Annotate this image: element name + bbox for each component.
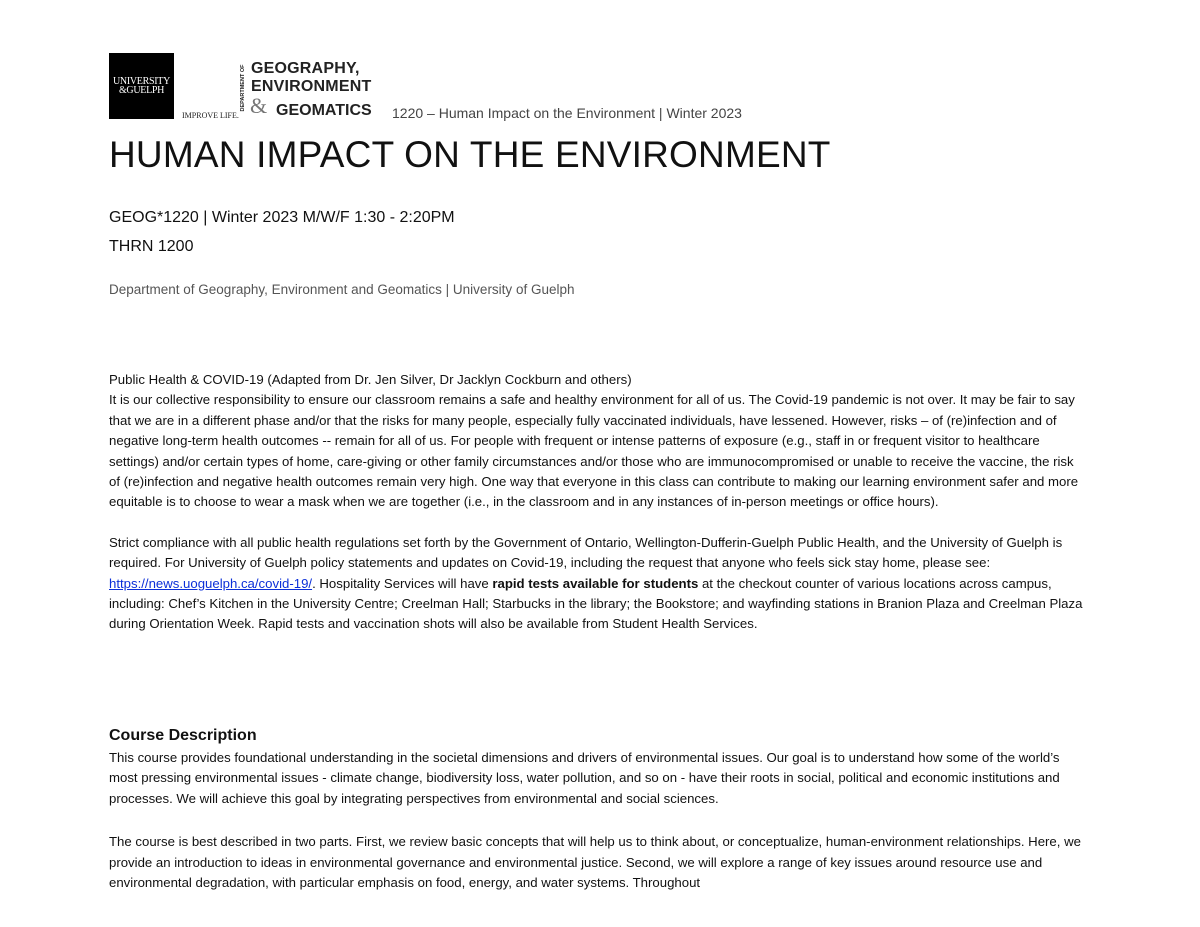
covid-paragraph-2-text-mid: . Hospitality Services will have	[312, 575, 493, 591]
course-description-paragraph-1: This course provides foundational understanding in the societal dimensions and drivers of environmental issues. Our goal is to understand how some of the world’s most pressing environmental issues - climate change, biodiversity loss, water pollution, and so on - have their roots in social, political and economic institutions and processes. We will achieve this goal by integrating perspectives from environmental and social sciences.	[109, 750, 1060, 806]
department-line: Department of Geography, Environment and Geomatics | University of Guelph	[109, 282, 575, 297]
geography-department-logo	[250, 60, 372, 119]
dept-logo-ampersand: &	[250, 93, 268, 118]
course-description-section	[109, 748, 1084, 893]
logo-text-guelph: &GUELPH	[118, 85, 165, 96]
course-description-heading: Course Description	[109, 727, 257, 744]
covid-paragraph-1: It is our collective responsibility to ensure our classroom remains a safe and healthy environment for all of us. The Covid-19 pandemic is not over. It may be fair to say that we are in a different phase and/or that the risks for many people, especially fully vaccinated individuals, have lessened. However, risks – of (re)infection and of negative long-term health outcomes -- remain for all of us. For people with frequent or intense patterns of exposure (e.g., staff in or frequent visitor to healthcare settings) and/or certain types of home, care-giving or other family circumstances and/or those who are immunocompromised or unable to receive the vaccine, the risk of (re)infection and negative health outcomes remain very high. One way that everyone in this class can contribute to making our learning environment safer and more equitable is to choose to wear a mask when we are together (i.e., in the classroom and in any instances of in-person meetings or office hours).	[109, 392, 1079, 510]
dept-logo-geography: GEOGRAPHY,	[251, 60, 360, 77]
course-room: THRN 1200	[109, 238, 194, 255]
page-title: HUMAN IMPACT ON THE ENVIRONMENT	[109, 134, 831, 175]
covid-paragraph-2-text: Strict compliance with all public health regulations set forth by the Government of Ontario, Wellington-Dufferin-Guelph Public Health, and the University of Guelph is required. For University of Guelph policy statements and updates on Covid-19, including the request that anyone who feels sick stay home, please see:	[109, 534, 1063, 571]
university-of-guelph-logo	[109, 53, 174, 119]
covid-section	[109, 370, 1084, 635]
course-description-paragraph-2: The course is best described in two parts. First, we review basic concepts that will help us to think about, or conceptualize, human-environment relationships. Here, we provide an introduction to ideas in environmental governance and environmental justice. Second, we will explore a range of key issues around resource use and environmental degradation, with particular emphasis on food, energy, and water systems. Throughout	[109, 834, 1081, 891]
covid-paragraph-2	[109, 533, 1084, 635]
rapid-tests-emphasis: rapid tests available for students	[492, 575, 699, 591]
logo-text-university: UNIVERSITY	[113, 76, 170, 87]
dept-logo-geomatics: GEOMATICS	[276, 102, 372, 119]
course-code-schedule: GEOG*1220 | Winter 2023 M/W/F 1:30 - 2:20PM	[109, 209, 455, 226]
covid-info-link[interactable]: https://news.uoguelph.ca/covid-19/	[109, 575, 313, 591]
covid-section-title: Public Health & COVID-19 (Adapted from Dr. Jen Silver, Dr Jacklyn Cockburn and others)	[109, 372, 632, 387]
dept-logo-environment: ENVIRONMENT	[251, 78, 372, 95]
department-of-vertical-label: DEPARTMENT OF	[240, 64, 246, 112]
covid-paragraph-2-text-end: at the checkout counter of various locations across campus, including: Chef’s Kitchen in the University Centre; Creelman Hall; Starbucks in the library; the Bookstore; and wayfinding stations in Branion Plaza and Creelman Plaza during Orientation Week. Rapid tests and vaccination shots will also be available from Student Health Services.	[109, 575, 1083, 632]
logo-tagline: IMPROVE LIFE.	[182, 111, 239, 120]
header-course-tag: 1220 – Human Impact on the Environment | Winter 2023	[392, 105, 742, 121]
